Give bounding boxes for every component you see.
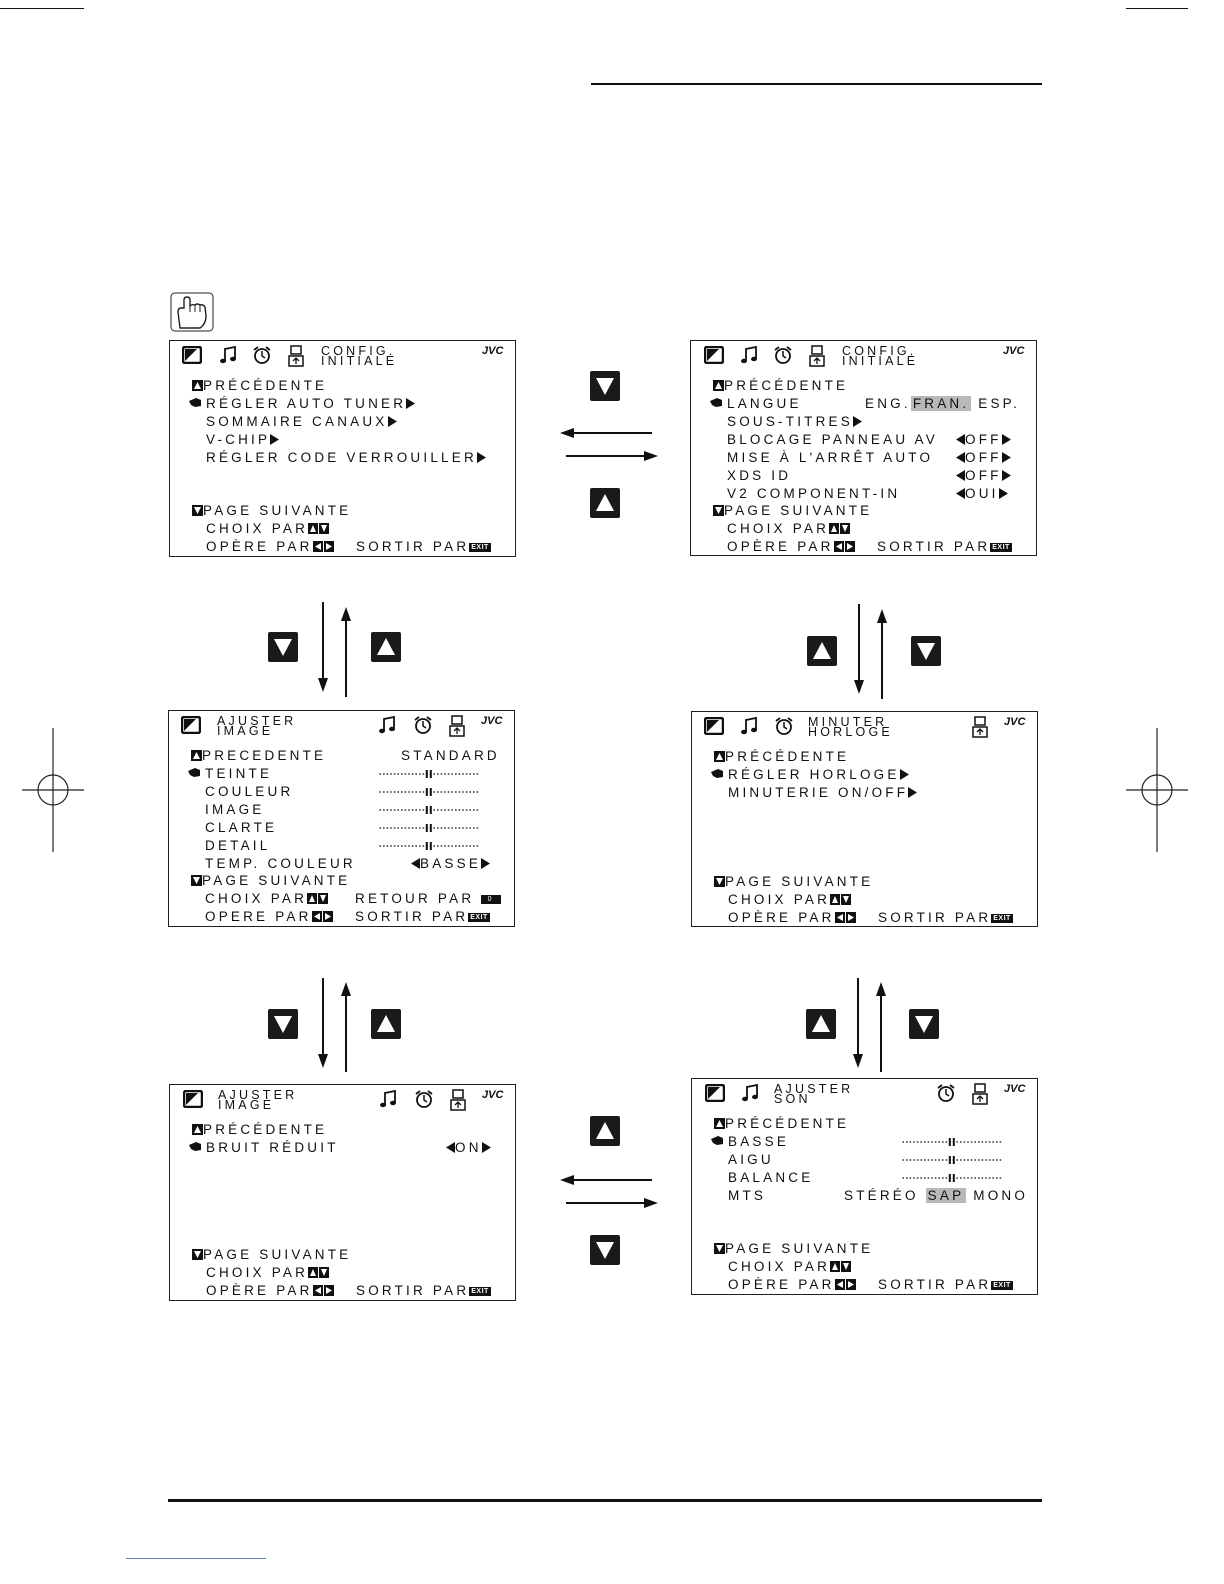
exit-key: EXIT	[993, 1282, 1011, 1289]
setup-icon	[450, 1089, 466, 1111]
screen-subtitle: IMAGE	[218, 1098, 275, 1112]
right-triangle-icon	[900, 769, 909, 780]
hint-operate: OPÈRE PAR	[728, 910, 857, 926]
menu-item-v2-component[interactable]: V2 COMPONENT-IN	[727, 486, 901, 501]
hint-choose: CHOIX PAR	[206, 521, 330, 537]
music-note-icon	[739, 345, 759, 365]
up-key-icon	[192, 380, 203, 391]
down-key-icon	[714, 1243, 725, 1254]
hand-pointer-icon	[170, 292, 214, 332]
down-key-icon	[192, 505, 203, 516]
menu-item-clarte[interactable]: CLARTE	[205, 820, 278, 835]
right-triangle-icon	[853, 416, 862, 427]
screen-minuter-horloge	[691, 711, 1038, 927]
hint-exit: SORTIR PAR EXIT	[878, 910, 1011, 925]
hint-operate: OPÈRE PAR	[206, 1283, 335, 1299]
up-down-keys-icon	[308, 1267, 330, 1278]
left-right-keys-icon	[313, 541, 335, 552]
screen-subtitle: IMAGE	[217, 724, 274, 738]
setup-icon	[972, 716, 988, 738]
menu-prev[interactable]	[192, 378, 327, 394]
menu-item-blocage[interactable]: BLOCAGE PANNEAU AV	[727, 432, 938, 447]
hand-cursor-icon	[709, 397, 723, 408]
up-key-icon	[191, 750, 202, 761]
menu-item-teinte[interactable]: TEINTE	[205, 766, 273, 781]
up-key-icon	[806, 1009, 836, 1039]
alarm-clock-icon	[774, 716, 794, 736]
left-right-keys-icon	[835, 912, 857, 923]
hint-choose: CHOIX PAR	[727, 521, 851, 537]
up-down-keys-icon	[829, 523, 851, 534]
hint-exit: SORTIR PAR EXIT	[356, 1283, 489, 1298]
menu-item-balance[interactable]: BALANCE	[728, 1170, 814, 1185]
footer-rule	[168, 1499, 1042, 1502]
slider-aigu[interactable]	[890, 1156, 1014, 1164]
hand-cursor-icon	[710, 1135, 724, 1146]
screen-title: CONFIG.	[842, 344, 917, 358]
menu-item-bruit-reduit[interactable]: BRUIT RÉDUIT	[206, 1140, 339, 1155]
slider-balance[interactable]	[890, 1174, 1014, 1182]
menu-item-mts[interactable]: MTS	[728, 1188, 767, 1203]
up-down-keys-icon	[830, 894, 852, 905]
menu-next-page[interactable]: PAGE SUIVANTE	[192, 503, 351, 519]
right-triangle-icon	[481, 858, 490, 869]
music-note-icon	[740, 1083, 760, 1103]
slider-basse[interactable]	[890, 1138, 1014, 1146]
left-triangle-icon	[411, 858, 420, 869]
up-key-icon	[714, 1118, 725, 1129]
left-arrow-icon	[560, 1173, 654, 1187]
right-triangle-icon	[1002, 470, 1011, 481]
left-right-keys-icon	[312, 911, 334, 922]
picture-icon	[704, 717, 724, 735]
hint-exit: SORTIR PAR EXIT	[355, 909, 488, 924]
bottom-link-rule	[126, 1558, 266, 1559]
menu-next-page[interactable]: PAGE SUIVANTE	[714, 1241, 873, 1257]
left-triangle-icon	[956, 452, 965, 463]
menu-prev-label: PRÉCÉDENTE	[203, 378, 328, 393]
exit-key: EXIT	[993, 915, 1011, 922]
mts-selected: SAP	[927, 1188, 965, 1203]
down-arrow-icon	[316, 602, 330, 692]
screen-title: AJUSTER	[774, 1082, 854, 1096]
brand-logo: JVC	[482, 345, 504, 357]
down-arrow-icon	[851, 978, 865, 1068]
menu-prev[interactable]: PRÉCÉDENTE	[714, 1116, 849, 1132]
menu-item-mise-arret[interactable]: MISE À L'ARRÊT AUTO	[727, 450, 934, 465]
hint-operate: OPERE PAR	[205, 909, 334, 925]
picture-icon	[705, 1084, 725, 1102]
menu-item-langue[interactable]: LANGUE	[727, 396, 802, 411]
up-key-icon	[807, 636, 837, 666]
right-triangle-icon	[908, 787, 917, 798]
hint-choose: CHOIX PAR	[206, 1265, 330, 1281]
slider-teinte[interactable]	[367, 770, 491, 778]
zero-key: 0	[481, 895, 501, 904]
screen-ajuster-image-2	[169, 1084, 516, 1301]
alarm-clock-icon	[414, 1089, 434, 1109]
left-arrow-icon	[560, 426, 654, 440]
screen-title: MINUTER	[808, 715, 888, 729]
down-key-icon	[909, 1009, 939, 1039]
screen-subtitle: HORLOGE	[808, 725, 893, 739]
value-temp-couleur[interactable]: BASSE	[411, 856, 490, 872]
right-arrow-icon	[564, 1196, 658, 1210]
alarm-clock-icon	[252, 345, 272, 365]
up-key-icon	[590, 488, 620, 518]
down-key-icon	[713, 505, 724, 516]
exit-key: EXIT	[470, 914, 488, 921]
down-key-icon	[268, 632, 298, 662]
brand-logo: JVC	[481, 715, 503, 727]
hint-operate: OPÈRE PAR	[727, 539, 856, 555]
left-triangle-icon	[956, 434, 965, 445]
brand-logo: JVC	[482, 1089, 504, 1101]
menu-next-page[interactable]: PAGE SUIVANTE	[714, 874, 873, 890]
up-down-keys-icon	[308, 523, 330, 534]
menu-item-auto-tuner[interactable]: RÉGLER AUTO TUNER	[206, 396, 415, 412]
menu-item-image[interactable]: IMAGE	[205, 802, 265, 817]
left-triangle-icon	[446, 1142, 455, 1153]
header-rule	[591, 83, 1042, 85]
right-triangle-icon	[270, 434, 279, 445]
right-triangle-icon	[477, 452, 486, 463]
up-key-icon	[371, 632, 401, 662]
picture-icon	[183, 1090, 203, 1108]
menu-item-code-verrouiller[interactable]: RÉGLER CODE VERROUILLER	[206, 450, 486, 466]
up-arrow-icon	[874, 982, 888, 1072]
right-arrow-icon	[564, 449, 658, 463]
registration-mark-left	[22, 728, 84, 852]
left-right-keys-icon	[834, 541, 856, 552]
menu-item-minuterie[interactable]: MINUTERIE ON/OFF	[728, 785, 917, 801]
up-down-keys-icon	[830, 1261, 852, 1272]
left-triangle-icon	[956, 488, 965, 499]
value-v2-component[interactable]: OUI	[956, 486, 1008, 502]
hint-exit: SORTIR PAR EXIT	[878, 1277, 1011, 1292]
menu-next-page[interactable]: PAGE SUIVANTE	[192, 1247, 351, 1263]
down-arrow-icon	[852, 604, 866, 694]
hint-operate: OPÈRE PAR	[206, 539, 335, 555]
langue-selected: FRAN.	[912, 396, 970, 411]
hint-operate: OPÈRE PAR	[728, 1277, 857, 1293]
brand-logo: JVC	[1004, 716, 1026, 728]
hint-exit: SORTIR PAR EXIT	[356, 539, 489, 554]
hint-choose: CHOIX PAR	[728, 1259, 852, 1275]
menu-prev[interactable]: PRÉCÉDENTE	[714, 749, 849, 765]
screen-ajuster-son	[691, 1078, 1038, 1295]
mts-options[interactable]: STÉRÉO SAP MONO	[844, 1188, 1029, 1203]
hint-back: RETOUR PAR 0	[355, 891, 501, 907]
down-key-icon	[192, 1249, 203, 1260]
music-note-icon	[739, 716, 759, 736]
right-triangle-icon	[1002, 434, 1011, 445]
up-down-keys-icon	[307, 893, 329, 904]
setup-icon	[449, 715, 465, 737]
up-arrow-icon	[339, 982, 353, 1072]
up-key-icon	[590, 1116, 620, 1146]
alarm-clock-icon	[936, 1083, 956, 1103]
up-key-icon	[371, 1009, 401, 1039]
screen-title: AJUSTER	[218, 1088, 298, 1102]
right-triangle-icon	[999, 488, 1008, 499]
brand-logo: JVC	[1004, 1083, 1026, 1095]
right-triangle-icon	[1002, 452, 1011, 463]
screen-title: CONFIG.	[321, 344, 396, 358]
menu-item-sommaire-canaux[interactable]: SOMMAIRE CANAUX	[206, 414, 397, 430]
screen-ajuster-image-1	[168, 710, 515, 927]
menu-prev[interactable]: PRECEDENTE	[191, 748, 326, 764]
down-key-icon	[268, 1009, 298, 1039]
left-triangle-icon	[956, 470, 965, 481]
screen-subtitle: SON	[774, 1092, 811, 1106]
screen-subtitle: INITIALE	[321, 354, 398, 368]
music-note-icon	[378, 1089, 398, 1109]
menu-item-sous-titres[interactable]: SOUS-TITRES	[727, 414, 862, 430]
picture-icon	[181, 716, 201, 734]
screen-config-initiale-1	[169, 340, 516, 557]
right-triangle-icon	[388, 416, 397, 427]
menu-prev[interactable]: PRÉCÉDENTE	[713, 378, 848, 394]
hand-cursor-icon	[187, 767, 201, 778]
setup-icon	[809, 345, 825, 367]
picture-icon	[704, 346, 724, 364]
up-arrow-icon	[339, 607, 353, 697]
menu-item-detail[interactable]: DETAIL	[205, 838, 271, 853]
down-key-icon	[714, 876, 725, 887]
slider-image[interactable]	[367, 806, 491, 814]
up-key-icon	[714, 751, 725, 762]
left-right-keys-icon	[835, 1279, 857, 1290]
menu-next-page[interactable]: PAGE SUIVANTE	[713, 503, 872, 519]
menu-next-page[interactable]: PAGE SUIVANTE	[191, 873, 350, 889]
up-arrow-icon	[875, 609, 889, 699]
value-bruit-reduit[interactable]: ON	[446, 1140, 491, 1156]
picture-icon	[182, 346, 202, 364]
down-key-icon	[590, 1235, 620, 1265]
registration-mark-right	[1126, 728, 1188, 852]
menu-item-aigu[interactable]: AIGU	[728, 1152, 774, 1167]
screen-title: AJUSTER	[217, 714, 297, 728]
hint-choose: CHOIX PAR	[205, 891, 329, 907]
music-note-icon	[377, 715, 397, 735]
down-key-icon	[590, 371, 620, 401]
hand-cursor-icon	[188, 397, 202, 408]
crop-mark-top-left	[0, 8, 84, 9]
slider-clarte[interactable]	[367, 824, 491, 832]
music-note-icon	[218, 345, 238, 365]
slider-couleur[interactable]	[367, 788, 491, 796]
brand-logo: JVC	[1003, 345, 1025, 357]
langue-options[interactable]: ENG. FRAN. ESP.	[865, 396, 1021, 411]
down-key-icon	[911, 636, 941, 666]
menu-item-regler-horloge[interactable]: RÉGLER HORLOGE	[728, 767, 909, 783]
exit-key: EXIT	[471, 1288, 489, 1295]
up-key-icon	[713, 380, 724, 391]
value-mise-arret[interactable]: OFF	[956, 450, 1011, 466]
down-key-icon	[191, 875, 202, 886]
menu-item-xds-id[interactable]: XDS ID	[727, 468, 792, 483]
picture-mode-value: STANDARD	[401, 748, 500, 763]
alarm-clock-icon	[413, 715, 433, 735]
screen-subtitle: INITIALE	[842, 354, 919, 368]
right-triangle-icon	[406, 398, 415, 409]
exit-key: EXIT	[992, 544, 1010, 551]
menu-item-v-chip[interactable]: V-CHIP	[206, 432, 279, 448]
menu-prev[interactable]: PRÉCÉDENTE	[192, 1122, 327, 1138]
slider-detail[interactable]	[367, 842, 491, 850]
hand-cursor-icon	[710, 768, 724, 779]
left-right-keys-icon	[313, 1285, 335, 1296]
exit-key: EXIT	[471, 544, 489, 551]
value-xds-id[interactable]: OFF	[956, 468, 1011, 484]
hint-choose: CHOIX PAR	[728, 892, 852, 908]
up-key-icon	[192, 1124, 203, 1135]
screen-config-initiale-2	[690, 340, 1037, 556]
setup-icon	[972, 1083, 988, 1105]
value-blocage[interactable]: OFF	[956, 432, 1011, 448]
menu-item-basse[interactable]: BASSE	[728, 1134, 790, 1149]
down-arrow-icon	[316, 978, 330, 1068]
hand-cursor-icon	[188, 1141, 202, 1152]
crop-mark-top-right	[1126, 8, 1188, 9]
hint-exit: SORTIR PAR EXIT	[877, 539, 1010, 554]
alarm-clock-icon	[773, 345, 793, 365]
menu-item-temp-couleur[interactable]: TEMP. COULEUR	[205, 856, 356, 871]
menu-item-couleur[interactable]: COULEUR	[205, 784, 294, 799]
right-triangle-icon	[482, 1142, 491, 1153]
setup-icon	[288, 345, 304, 367]
